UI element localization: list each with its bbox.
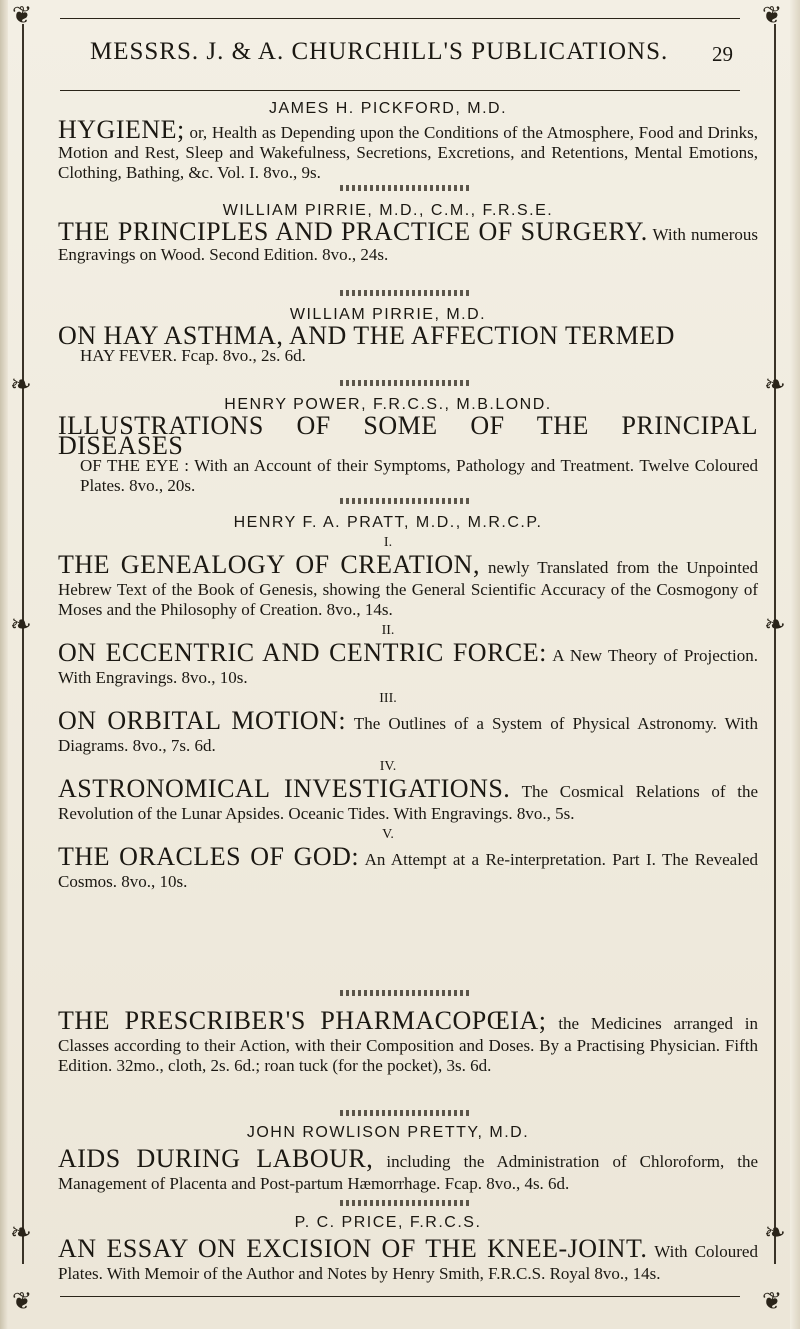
work-numeral: III. [379,691,397,706]
work-numeral: II. [381,623,395,638]
book-title: THE GENEALOGY OF CREATION, [58,550,480,579]
author-name: P. C. PRICE, F.R.C.S. [294,1214,482,1231]
corner-ornament-icon: ❦ [762,3,783,29]
wavy-separator [340,1200,470,1206]
book-description: With Coloured Plates. With Memoir of the Author and Notes by Henry Smith, F.R.C.S. Royal 8vo., 14s. [58,1242,758,1283]
book-description: HAY FEVER. Fcap. 8vo., 2s. 6d. [80,346,306,365]
book-title: ASTRONOMICAL INVESTIGATIONS. [58,774,511,803]
wavy-separator [340,990,470,996]
book-description: newly Translated from the Unpointed Hebrew Text of the Book of Genesis, showing the General Scientific Accuracy of the Cosmogony of Moses and the Philosophy of Creation. 8vo., 14s. [58,558,759,619]
author-name: WILLIAM PIRRIE, M.D. [289,306,487,323]
page-edge-right [790,0,800,1329]
book-title: THE PRESCRIBER'S PHARMACOPŒIA; [58,1006,547,1035]
book-description: With numerous Engravings on Wood. Second Edition. 8vo., 24s. [58,225,759,264]
corner-ornament-icon: ❦ [12,1289,33,1315]
header-rule [60,18,740,19]
corner-ornament-icon: ❦ [762,1289,783,1315]
book-description: An Attempt at a Re-interpretation. Part I. The Revealed Cosmos. 8vo., 10s. [58,850,758,891]
wavy-separator [340,290,470,296]
border-rule-right [774,24,776,1264]
author-name: JAMES H. PICKFORD, M.D. [268,100,508,117]
wavy-separator [340,185,470,191]
book-title: THE PRINCIPLES AND PRACTICE OF SURGERY. [58,217,648,246]
book-title: ON HAY ASTHMA, AND THE AFFECTION TERMED [58,321,675,350]
side-ornament-icon: ❧ [10,610,32,639]
book-title: AN ESSAY ON EXCISION OF THE KNEE-JOINT. [58,1234,648,1263]
book-description: The Outlines of a System of Physical Astronomy. With Diagrams. 8vo., 7s. 6d. [58,714,758,755]
book-title: HYGIENE; [58,115,185,144]
wavy-separator [340,1110,470,1116]
footer-rule [60,1296,740,1297]
book-entry [58,1214,758,1284]
page-number: 29 [712,42,733,66]
book-entry [58,396,758,496]
book-title: ILLUSTRATIONS OF SOME OF THE PRINCIPAL DISEASES [58,411,758,460]
header-rule [60,90,740,91]
side-ornament-icon: ❧ [10,370,32,399]
author-name: JOHN ROWLISON PRETTY, M.D. [246,1124,530,1141]
page-header-title: MESSRS. J. & A. CHURCHILL'S PUBLICATIONS. [90,38,669,65]
book-title: ON ORBITAL MOTION: [58,706,347,735]
author-name: HENRY POWER, F.R.C.S., M.B.LOND. [224,396,552,413]
book-entry [58,1124,758,1194]
book-description: OF THE EYE : With an Account of their Symptoms, Pathology and Treatment. Twelve Coloured Plates. 8vo., 20s. [80,456,758,495]
corner-ornament-icon: ❦ [12,3,33,29]
wavy-separator [340,380,470,386]
book-description: The Cosmical Relations of the Revolution of the Lunar Apsides. Oceanic Tides. With Engravings. 8vo., 5s. [58,782,758,823]
author-name: WILLIAM PIRRIE, M.D., C.M., F.R.S.E. [222,202,554,219]
work-numeral: I. [383,535,393,550]
side-ornament-icon: ❧ [764,370,786,399]
book-title: THE ORACLES OF GOD: [58,842,360,871]
book-title: ON ECCENTRIC AND CENTRIC FORCE: [58,638,547,667]
book-entry [58,514,758,892]
work-numeral: V. [382,827,394,842]
book-title: AIDS DURING LABOUR, [58,1144,374,1173]
book-description: A New Theory of Projection. With Engravings. 8vo., 10s. [58,646,758,687]
book-entry [58,100,758,183]
side-ornament-icon: ❧ [764,1218,786,1247]
wavy-separator [340,498,470,504]
author-name: HENRY F. A. PRATT, M.D., M.R.C.P. [233,514,543,531]
side-ornament-icon: ❧ [764,610,786,639]
border-rule-left [22,24,24,1264]
book-entry [58,306,758,366]
page-edge-left [0,0,8,1329]
book-description: including the Administration of Chloroform, the Management of Placenta and Post-partum Hæmorrhage. Fcap. 8vo., 4s. 6d. [58,1152,759,1193]
book-description: the Medicines arranged in Classes according to their Action, with their Composition and Doses. By a Practising Physician. Fifth Edition. 32mo., cloth, 2s. 6d.; roan tuck (for the pocket), 3s. 6d. [58,1014,759,1075]
side-ornament-icon: ❧ [10,1218,32,1247]
work-numeral: IV. [379,759,397,774]
book-entry [58,1006,758,1076]
book-description: or, Health as Depending upon the Conditions of the Atmosphere, Food and Drinks, Motion and Rest, Sleep and Wakefulness, Secretions, Excretions, and Retentions, Mental Emotions, Clothing, Bathing, &c. Vol. I. 8vo., 9s. [58,123,758,182]
book-entry [58,202,758,265]
